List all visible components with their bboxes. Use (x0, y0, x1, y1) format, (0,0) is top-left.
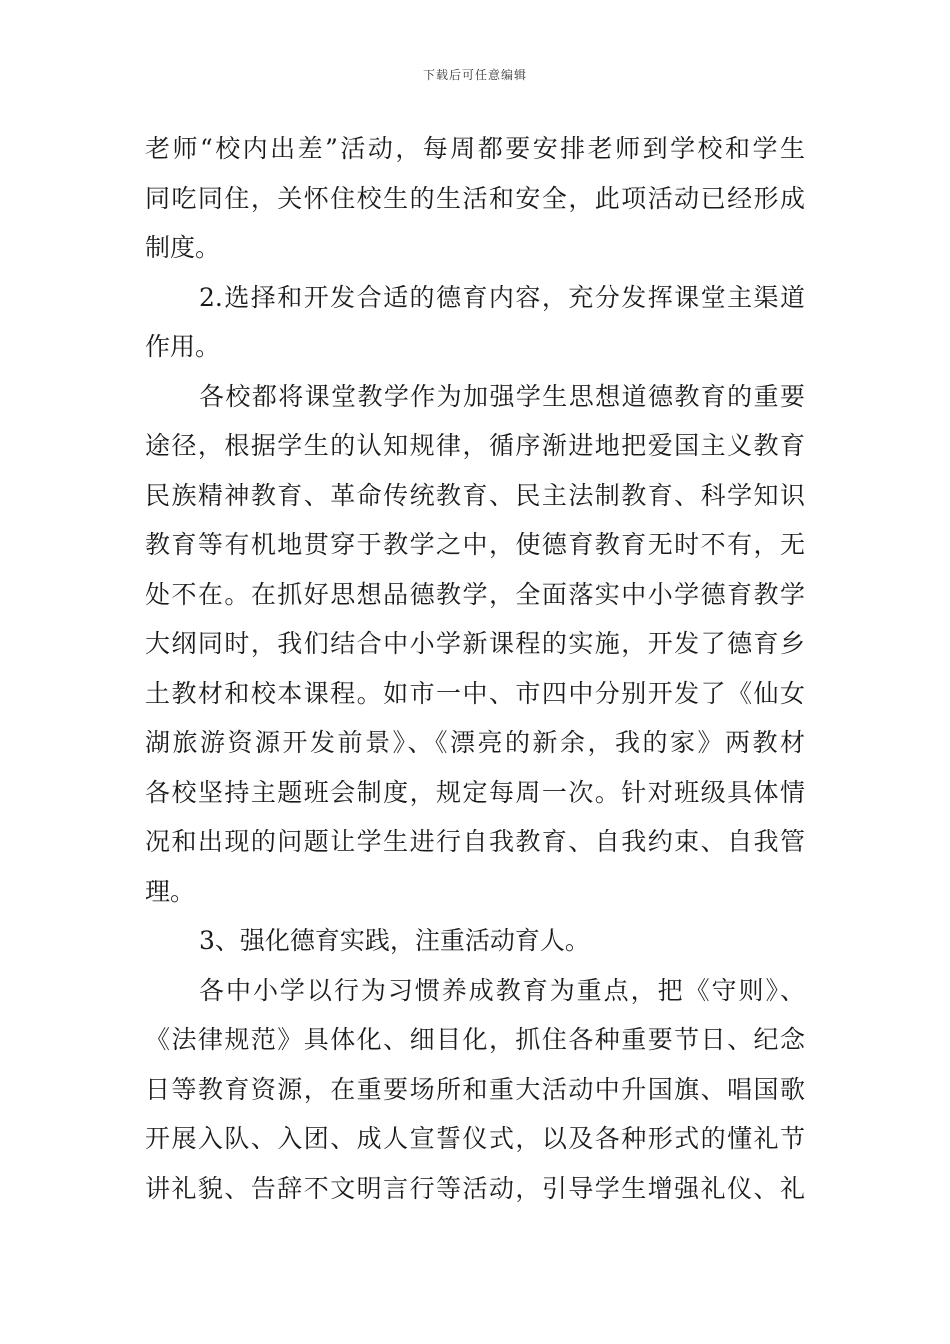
text-line: 日等教育资源，在重要场所和重大活动中升国旗、唱国歌 (145, 1074, 805, 1104)
text-line: 各校都将课堂教学作为加强学生思想道德教育的重要 (199, 381, 805, 411)
text-line: 教育等有机地贯穿于教学之中，使德育教育无时不有，无 (145, 530, 805, 559)
text-line: 途径，根据学生的认知规律，循序渐进地把爱国主义教育 (145, 431, 805, 460)
text-line: 民族精神教育、革命传统教育、民主法制教育、科学知识 (145, 480, 805, 510)
section-heading-2: 2.选择和开发合适的德育内容，充分发挥课堂主渠道 (199, 282, 805, 312)
text-line: 《法律规范》具体化、细目化，抓住各种重要节日、纪念 (145, 1025, 805, 1054)
text-line: 老师“校内出差”活动，每周都要安排老师到学校和学生 (145, 134, 805, 163)
text-line: 讲礼貌、告辞不文明言行等活动，引导学生增强礼仪、礼 (145, 1173, 805, 1203)
text-line: 处不在。在抓好思想品德教学，全面落实中小学德育教学 (145, 579, 805, 609)
text-line: 理。 (145, 876, 196, 906)
text-line: 作用。 (145, 332, 221, 361)
text-line: 同吃同住，关怀住校生的生活和安全，此项活动已经形成 (145, 183, 805, 213)
section-heading-3: 3、强化德育实践，注重活动育人。 (199, 926, 590, 955)
text-line: 湖旅游资源开发前景》、《漂亮的新余，我的家》两教材 (145, 728, 805, 757)
text-line: 开展入队、入团、成人宣誓仪式，以及各种形式的懂礼节 (145, 1124, 805, 1153)
text-line: 各中小学以行为习惯养成教育为重点，把《守则》、 (199, 975, 805, 1005)
document-body (145, 124, 805, 1213)
text-line: 制度。 (145, 233, 221, 262)
text-line: 各校坚持主题班会制度，规定每周一次。针对班级具体情 (145, 777, 805, 807)
text-line: 况和出现的问题让学生进行自我教育、自我约束、自我管 (145, 827, 805, 856)
text-line: 大纲同时，我们结合中小学新课程的实施，开发了德育乡 (145, 629, 805, 658)
page-header-note: 下载后可任意编辑 (422, 68, 527, 82)
text-line: 土教材和校本课程。如市一中、市四中分别开发了《仙女 (145, 678, 805, 708)
